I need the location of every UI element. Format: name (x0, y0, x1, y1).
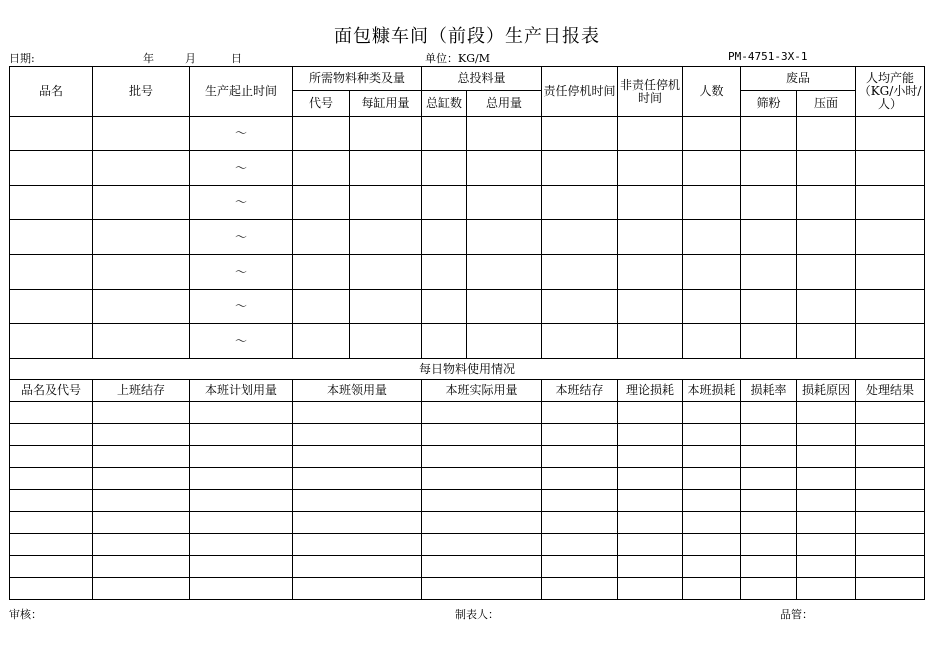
usage-col-closing: 本班结存 (542, 380, 618, 402)
production-row (10, 324, 925, 359)
col-material-group: 所需物料种类及量 (293, 67, 422, 91)
usage-row (10, 556, 925, 578)
usage-section-title: 每日物料使用情况 (10, 359, 925, 380)
col-capacity: 人均产能（KG/小时/人） (856, 67, 925, 117)
page-title: 面包糠车间（前段）生产日报表 (334, 26, 600, 47)
production-row (10, 255, 925, 290)
col-waste-group: 废品 (741, 67, 856, 91)
time-range-cell[interactable]: ～ (190, 255, 293, 290)
usage-row (10, 578, 925, 600)
usage-col-loss-rate: 损耗率 (741, 380, 797, 402)
usage-col-planned: 本班计划用量 (190, 380, 293, 402)
usage-col-opening: 上班结存 (93, 380, 190, 402)
col-people: 人数 (683, 67, 741, 117)
col-nonresp-stop: 非责任停机时间 (618, 67, 683, 117)
usage-col-loss-reason: 损耗原因 (797, 380, 856, 402)
reviewer-label: 审核： (9, 608, 42, 621)
col-feed-group: 总投料量 (422, 67, 542, 91)
usage-row (10, 424, 925, 446)
time-range-cell[interactable]: ～ (190, 151, 293, 186)
qc-label: 品管： (780, 608, 813, 621)
form-code: PM-4751-3X-1 (728, 50, 808, 63)
usage-col-result: 处理结果 (856, 380, 925, 402)
col-code: 代号 (293, 91, 350, 117)
usage-row (10, 534, 925, 556)
col-batch: 批号 (93, 67, 190, 117)
time-range-cell[interactable]: ～ (190, 220, 293, 255)
col-sieve: 筛粉 (741, 91, 797, 117)
date-label: 日期: (9, 52, 35, 65)
preparer-label: 制表人： (455, 608, 499, 621)
usage-col-product-code: 品名及代号 (10, 380, 93, 402)
production-row (10, 290, 925, 324)
usage-row (10, 490, 925, 512)
col-product: 品名 (10, 67, 93, 117)
usage-col-theory-loss: 理论损耗 (618, 380, 683, 402)
usage-row (10, 468, 925, 490)
header-row-1 (10, 67, 925, 91)
production-row (10, 220, 925, 255)
col-total-usage: 总用量 (467, 91, 542, 117)
col-resp-stop: 责任停机时间 (542, 67, 618, 117)
production-row (10, 151, 925, 186)
col-press: 压面 (797, 91, 856, 117)
usage-col-received: 本班领用量 (293, 380, 422, 402)
usage-row (10, 446, 925, 468)
usage-header-row (10, 380, 925, 402)
col-per-tank: 每缸用量 (350, 91, 422, 117)
production-row (10, 117, 925, 151)
usage-section-row (10, 359, 925, 380)
usage-col-actual: 本班实际用量 (422, 380, 542, 402)
unit-label: 单位：KG/M (425, 52, 490, 65)
month-label: 月 (185, 52, 196, 65)
col-total-tanks: 总缸数 (422, 91, 467, 117)
col-time: 生产起止时间 (190, 67, 293, 117)
time-range-cell[interactable]: ～ (190, 324, 293, 359)
usage-col-shift-loss: 本班损耗 (683, 380, 741, 402)
usage-row (10, 402, 925, 424)
time-range-cell[interactable]: ～ (190, 117, 293, 151)
day-label: 日 (231, 52, 242, 65)
production-row (10, 186, 925, 220)
usage-row (10, 512, 925, 534)
year-label: 年 (143, 52, 154, 65)
production-report-table (9, 66, 925, 600)
time-range-cell[interactable]: ～ (190, 186, 293, 220)
time-range-cell[interactable]: ～ (190, 290, 293, 324)
